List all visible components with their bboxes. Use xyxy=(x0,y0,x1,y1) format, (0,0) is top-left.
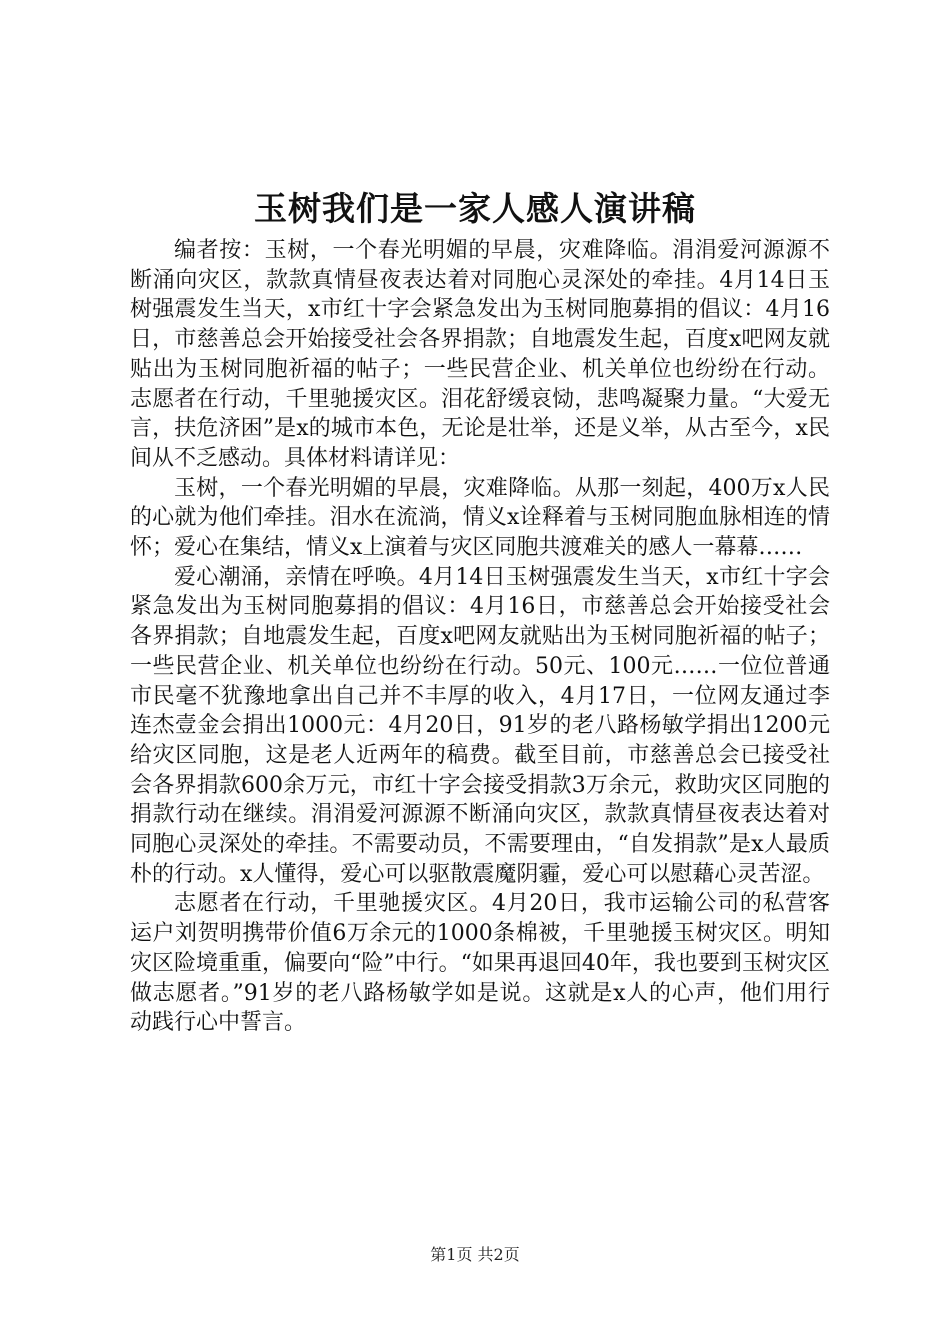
paragraph-editor-note: 编者按：玉树，一个春光明媚的早晨，灾难降临。涓涓爱河源源不断涌向灾区，款款真情昼夜表达着对同胞心灵深处的牵挂。4月14日玉树强震发生当天，x市红十字会紧急发出为玉树同胞募捐的倡议：4月16日，市慈善总会开始接受社会各界捐款；自地震发生起，百度x吧网友就贴出为玉树同胞祈福的帖子；一些民营企业、机关单位也纷纷在行动。志愿者在行动，千里驰援灾区。泪花舒缓哀恸，悲鸣凝聚力量。“大爱无言，扶危济困”是x的城市本色，无论是壮举，还是义举，从古至今，x民间从不乏感动。具体材料请详见： xyxy=(130,238,830,471)
page-number-footer: 第1页 共2页 xyxy=(430,1245,520,1264)
paragraph-donations: 爱心潮涌，亲情在呼唤。4月14日玉树强震发生当天，x市红十字会紧急发出为玉树同胞募捐的倡议：4月16日，市慈善总会开始接受社会各界捐款；自地震发生起，百度x吧网友就贴出为玉树同胞祈福的帖子；一些民营企业、机关单位也纷纷在行动。50元、100元……一位位普通市民毫不犹豫地拿出自己并不丰厚的收入，4月17日，一位网友通过李连杰壹金会捐出1000元：4月20日，91岁的老八路杨敏学捐出1200元给灾区同胞，这是老人近两年的稿费。截至目前，市慈善总会已接受社会各界捐款600余万元，市红十字会接受捐款3万余元，救助灾区同胞的捐款行动在继续。涓涓爱河源源不断涌向灾区，款款真情昼夜表达着对同胞心灵深处的牵挂。不需要动员，不需要理由，“自发捐款”是x人最质朴的行动。x人懂得，爱心可以驱散震魔阴霾，爱心可以慰藉心灵苦涩。 xyxy=(130,564,830,887)
document-title: 玉树我们是一家人感人演讲稿 xyxy=(254,189,696,228)
paragraph-volunteers: 志愿者在行动，千里驰援灾区。4月20日，我市运输公司的私营客运户刘贺明携带价值6万余元的1000条棉被，千里驰援玉树灾区。明知灾区险境重重，偏要向“险”中行。“如果再退回40年，我也要到玉树灾区做志愿者。”91岁的老八路杨敏学如是说。这就是x人的心声，他们用行动践行心中誓言。 xyxy=(130,891,830,1036)
paragraph-intro: 玉树，一个春光明媚的早晨，灾难降临。从那一刻起，400万x人民的心就为他们牵挂。泪水在流淌，情义x诠释着与玉树同胞血脉相连的情怀；爱心在集结，情义x上演着与灾区同胞共渡难关的感人一幕幕…… xyxy=(130,475,830,561)
document-body xyxy=(130,236,830,1038)
